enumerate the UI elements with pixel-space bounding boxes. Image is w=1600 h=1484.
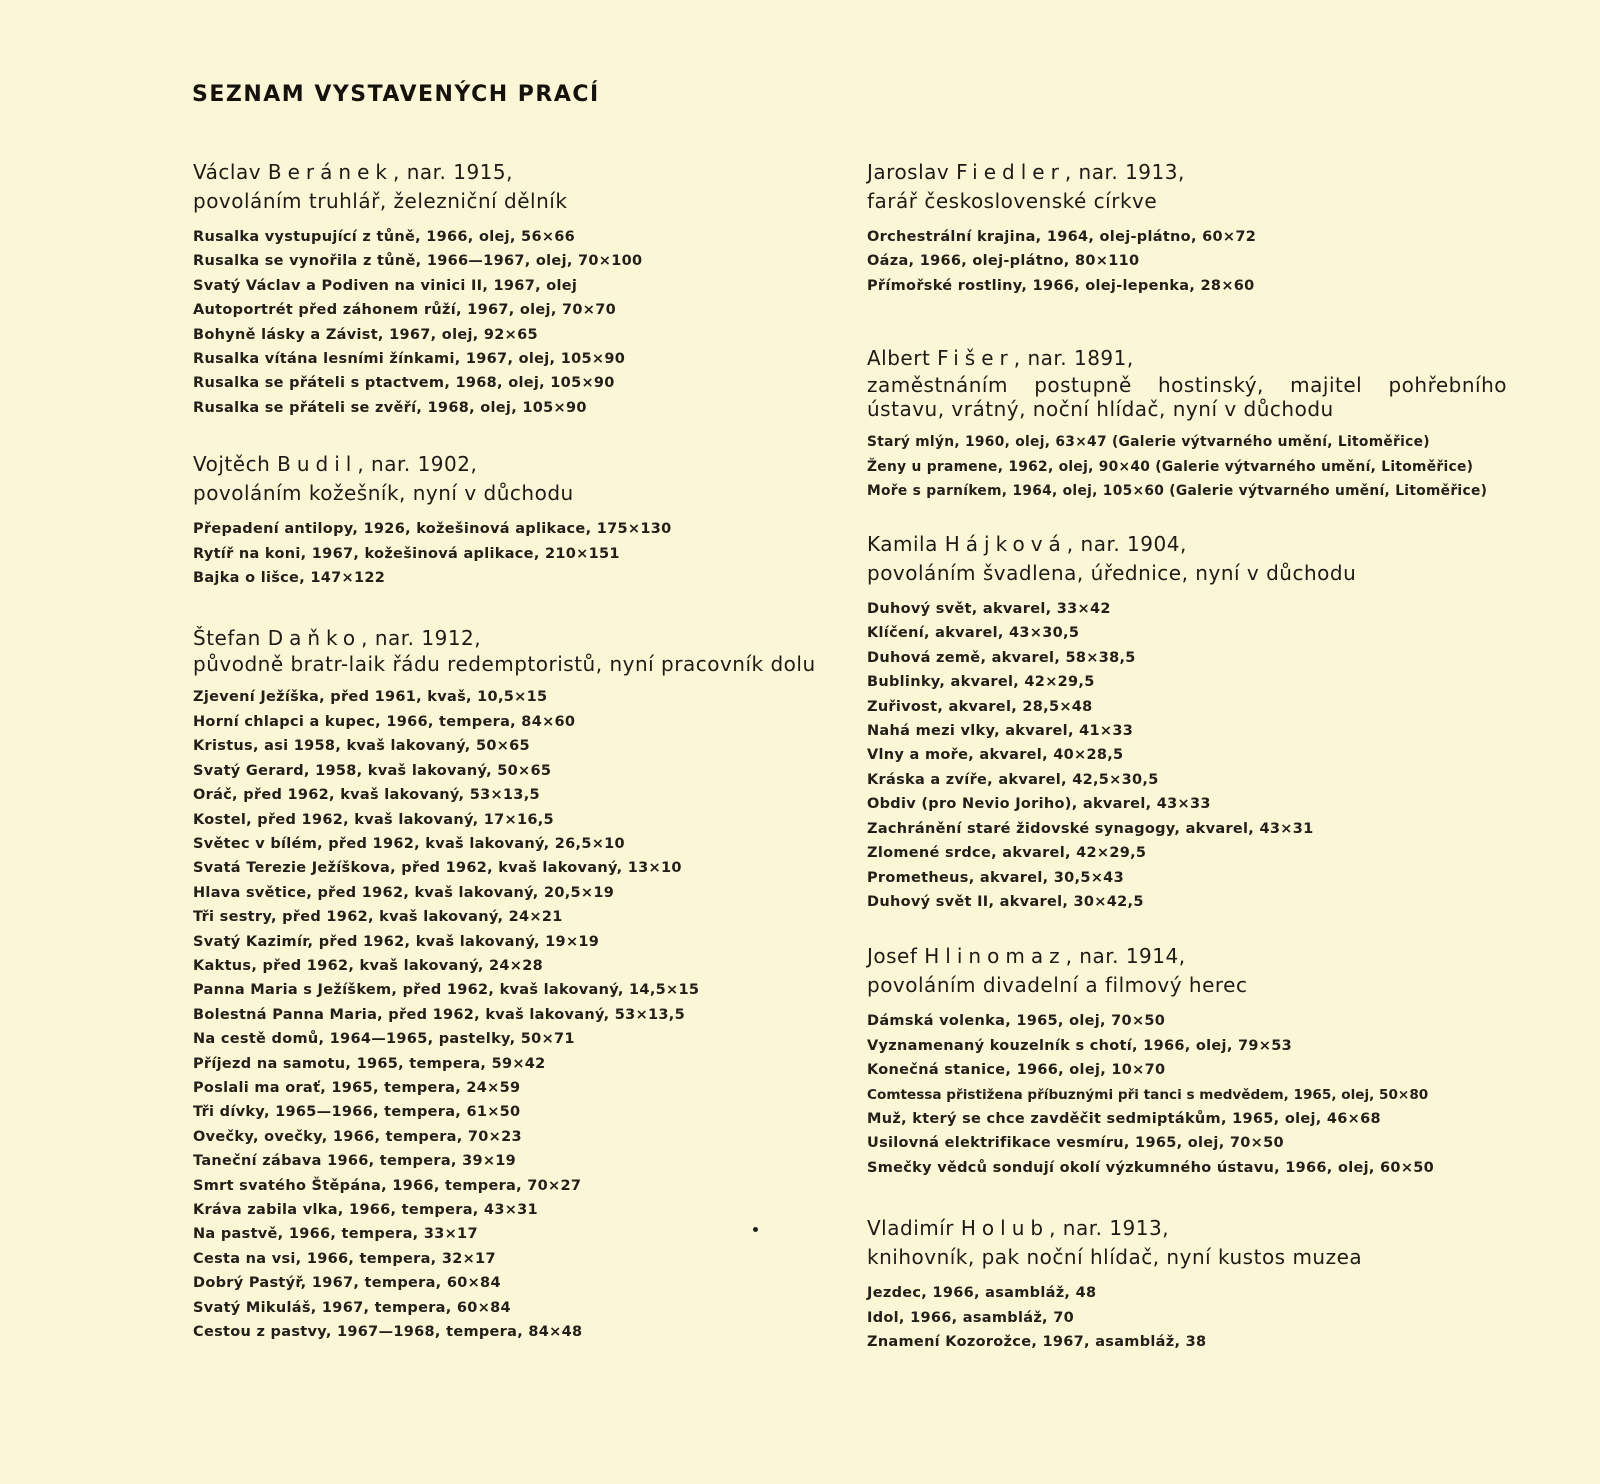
artist-first-name: Josef <box>867 944 918 969</box>
artist-occupation: knihovník, pak noční hlídač, nyní kustos muzea <box>867 1245 1363 1270</box>
artist-heading <box>193 624 833 676</box>
work-item: Oáza, 1966, olej-plátno, 80×110 <box>867 253 1140 270</box>
work-item: Comtessa přistižena příbuznými při tanci s medvědem, 1965, olej, 50×80 <box>867 1086 1429 1103</box>
work-item: Obdiv (pro Nevio Joriho), akvarel, 43×33 <box>867 796 1211 813</box>
artist-name-line <box>193 624 833 653</box>
artist-born: nar. 1891, <box>1027 346 1134 371</box>
work-item: Kostel, před 1962, kvaš lakovaný, 17×16,5 <box>193 811 554 828</box>
work-item: Klíčení, akvarel, 43×30,5 <box>867 625 1080 642</box>
work-item: Oráč, před 1962, kvaš lakovaný, 53×13,5 <box>193 787 540 804</box>
work-item: Konečná stanice, 1966, olej, 10×70 <box>867 1062 1166 1079</box>
work-item: Rusalka vítána lesními žínkami, 1967, olej, 105×90 <box>193 351 626 368</box>
work-item: Idol, 1966, asambláž, 70 <box>867 1309 1074 1326</box>
work-item: Duhový svět II, akvarel, 30×42,5 <box>867 893 1144 910</box>
work-item: Kristus, asi 1958, kvaš lakovaný, 50×65 <box>193 738 530 755</box>
artist-first-name: Jaroslav <box>867 160 950 184</box>
work-item: Vyznamenaný kouzelník s chotí, 1966, olej, 79×53 <box>867 1037 1292 1054</box>
work-item: Tři dívky, 1965—1966, tempera, 61×50 <box>193 1104 521 1121</box>
work-item: Zjevení Ježíška, před 1961, kvaš, 10,5×15 <box>193 689 548 706</box>
work-item: Příjezd na samotu, 1965, tempera, 59×42 <box>193 1055 546 1072</box>
works-list <box>867 430 1507 500</box>
work-item: Bohyně lásky a Závist, 1967, olej, 92×65 <box>193 326 538 343</box>
artist-entry <box>867 158 1507 298</box>
work-item: Rytíř na koni, 1967, kožešinová aplikace, 210×151 <box>193 545 620 562</box>
work-item: Ženy u pramene, 1962, olej, 90×40 (Galerie výtvarného umění, Litoměřice) <box>867 458 1474 475</box>
work-item: Svatý Václav a Podiven na vinici II, 1967, olej <box>193 277 578 294</box>
artist-heading <box>193 158 833 216</box>
work-item: Ovečky, ovečky, 1966, tempera, 70×23 <box>193 1128 522 1145</box>
work-item: Autoportrét před záhonem růží, 1967, olej, 70×70 <box>193 302 616 319</box>
work-item: Bolestná Panna Maria, před 1962, kvaš lakovaný, 53×13,5 <box>193 1006 685 1023</box>
comma-separator: , <box>1065 944 1073 969</box>
artist-surname: Fišer <box>937 346 1014 371</box>
works-list <box>867 1009 1507 1180</box>
work-item: Duhová země, akvarel, 58×38,5 <box>867 649 1136 666</box>
artist-first-name: Václav <box>193 160 262 184</box>
work-item: Přímořské rostliny, 1966, olej-lepenka, 28×60 <box>867 277 1255 294</box>
artist-surname: Daňko <box>267 626 362 651</box>
artist-surname: Holub <box>960 1216 1050 1241</box>
artist-entry <box>867 344 1507 500</box>
work-item: Znamení Kozorožce, 1967, asambláž, 38 <box>867 1333 1207 1350</box>
artist-occupation: povoláním švadlena, úřednice, nyní v důchodu <box>867 561 1357 586</box>
work-item: Rusalka vystupující z tůně, 1966, olej, 56×66 <box>193 229 576 245</box>
artist-first-name: Štefan <box>193 626 261 651</box>
artist-name-line <box>867 158 1507 187</box>
works-list <box>193 517 833 590</box>
artist-occupation: farář československé církve <box>867 189 1158 213</box>
work-item: Na pastvě, 1966, tempera, 33×17 <box>193 1226 478 1243</box>
artist-name-line <box>867 942 1507 971</box>
artist-entry <box>867 1214 1507 1354</box>
work-item: Smrt svatého Štěpána, 1966, tempera, 70×27 <box>193 1177 582 1194</box>
artist-first-name: Kamila <box>867 532 938 557</box>
work-item: Cestou z pastvy, 1967—1968, tempera, 84×48 <box>193 1324 583 1341</box>
comma-separator: , <box>1049 1216 1056 1241</box>
artist-heading <box>867 1214 1507 1272</box>
artist-born: nar. 1912, <box>374 626 482 651</box>
artist-born: nar. 1913, <box>1062 1216 1170 1241</box>
works-list <box>867 597 1507 914</box>
artist-occupation: povoláním divadelní a filmový herec <box>867 973 1248 998</box>
artist-occupation: povoláním truhlář, železniční dělník <box>193 189 568 213</box>
works-list <box>867 1281 1507 1354</box>
work-item: Bajka o lišce, 147×122 <box>193 570 386 587</box>
artist-name-line <box>867 344 1507 373</box>
work-item: Rusalka se přáteli s ptactvem, 1968, olej, 105×90 <box>193 375 615 392</box>
work-item: Starý mlýn, 1960, olej, 63×47 (Galerie výtvarného umění, Litoměřice) <box>867 434 1430 451</box>
artist-entry <box>867 530 1507 914</box>
work-item: Svatá Terezie Ježíškova, před 1962, kvaš lakovaný, 13×10 <box>193 860 682 877</box>
artist-surname: Budil <box>277 452 358 477</box>
work-item: Svatý Mikuláš, 1967, tempera, 60×84 <box>193 1299 511 1316</box>
left-column <box>193 158 833 1344</box>
work-item: Muž, který se chce zavděčit sedmiptákům, 1965, olej, 46×68 <box>867 1110 1381 1127</box>
work-item: Moře s parníkem, 1964, olej, 105×60 (Galerie výtvarného umění, Litoměřice) <box>867 483 1488 500</box>
artist-heading <box>193 450 833 508</box>
artist-surname: Hlinomaz <box>924 944 1066 969</box>
artist-heading <box>867 530 1507 588</box>
work-item: Zuřivost, akvarel, 28,5×48 <box>867 698 1093 715</box>
work-item: Rusalka se vynořila z tůně, 1966—1967, olej, 70×100 <box>193 253 643 270</box>
artist-surname: Hájková <box>944 532 1067 557</box>
artist-first-name: Vladimír <box>867 1216 955 1241</box>
artist-born: nar. 1902, <box>371 452 478 477</box>
artist-entry <box>193 624 833 1344</box>
work-item: Poslali ma orať, 1965, tempera, 24×59 <box>193 1079 521 1096</box>
comma-separator: , <box>392 160 400 184</box>
work-item: Kaktus, před 1962, kvaš lakovaný, 24×28 <box>193 957 543 974</box>
works-list <box>193 225 833 420</box>
work-item: Zlomené srdce, akvarel, 42×29,5 <box>867 845 1147 862</box>
artist-entry <box>193 158 833 420</box>
artist-born: nar. 1915, <box>406 160 513 184</box>
works-list <box>193 685 833 1344</box>
work-item: Hlava světice, před 1962, kvaš lakovaný, 20,5×19 <box>193 884 615 901</box>
work-item: Smečky vědců sondují okolí výzkumného ústavu, 1966, olej, 60×50 <box>867 1159 1435 1176</box>
work-item: Kráva zabila vlka, 1966, tempera, 43×31 <box>193 1202 538 1218</box>
work-item: Svatý Kazimír, před 1962, kvaš lakovaný, 19×19 <box>193 933 600 950</box>
artist-heading <box>867 158 1507 216</box>
work-item: Orchestrální krajina, 1964, olej-plátno, 60×72 <box>867 229 1257 245</box>
work-item: Rusalka se přáteli se zvěří, 1968, olej, 105×90 <box>193 399 587 416</box>
work-item: Duhový svět, akvarel, 33×42 <box>867 601 1111 618</box>
work-item: Bublinky, akvarel, 42×29,5 <box>867 674 1095 691</box>
work-item: Panna Maria s Ježíškem, před 1962, kvaš lakovaný, 14,5×15 <box>193 982 700 999</box>
work-item: Kráska a zvíře, akvarel, 42,5×30,5 <box>867 771 1159 788</box>
artist-entry <box>867 942 1507 1180</box>
comma-separator: , <box>1064 160 1072 184</box>
artist-occupation: původně bratr-laik řádu redemptoristů, nyní pracovník dolu <box>193 652 816 677</box>
artist-first-name: Vojtěch <box>193 452 271 477</box>
work-item: Dámská volenka, 1965, olej, 70×50 <box>867 1013 1166 1030</box>
works-list <box>867 225 1507 298</box>
work-item: Svatý Gerard, 1958, kvaš lakovaný, 50×65 <box>193 762 552 779</box>
artist-heading <box>867 942 1507 1000</box>
work-item: Nahá mezi vlky, akvarel, 41×33 <box>867 723 1134 740</box>
comma-separator: , <box>361 626 368 651</box>
work-item: Horní chlapci a kupec, 1966, tempera, 84×60 <box>193 713 576 730</box>
artist-occupation: povoláním kožešník, nyní v důchodu <box>193 481 574 506</box>
page-title: SEZNAM VYSTAVENÝCH PRACÍ <box>192 82 600 107</box>
ink-speck <box>753 1227 758 1232</box>
work-item: Dobrý Pastýř, 1967, tempera, 60×84 <box>193 1275 501 1292</box>
artist-name-line <box>867 530 1507 559</box>
work-item: Zachránění staré židovské synagogy, akvarel, 43×31 <box>867 820 1314 837</box>
artist-name-line <box>193 158 833 187</box>
work-item: Jezdec, 1966, asambláž, 48 <box>867 1285 1097 1302</box>
comma-separator: , <box>1066 532 1074 557</box>
work-item: Přepadení antilopy, 1926, kožešinová aplikace, 175×130 <box>193 521 672 538</box>
work-item: Usilovná elektrifikace vesmíru, 1965, olej, 70×50 <box>867 1135 1284 1152</box>
artist-surname: Fiedler <box>956 160 1065 184</box>
artist-name-line <box>193 450 833 479</box>
work-item: Prometheus, akvarel, 30,5×43 <box>867 869 1124 886</box>
work-item: Světec v bílém, před 1962, kvaš lakovaný, 26,5×10 <box>193 835 625 852</box>
comma-separator: , <box>357 452 365 477</box>
work-item: Cesta na vsi, 1966, tempera, 32×17 <box>193 1250 496 1267</box>
comma-separator: , <box>1013 346 1021 371</box>
work-item: Vlny a moře, akvarel, 40×28,5 <box>867 747 1124 764</box>
artist-name-line <box>867 1214 1507 1243</box>
artist-born: nar. 1904, <box>1080 532 1187 557</box>
work-item: Tři sestry, před 1962, kvaš lakovaný, 24×21 <box>193 909 563 926</box>
work-item: Na cestě domů, 1964—1965, pastelky, 50×71 <box>193 1031 575 1048</box>
artist-born: nar. 1914, <box>1079 944 1186 969</box>
work-item: Taneční zábava 1966, tempera, 39×19 <box>193 1153 517 1170</box>
artist-first-name: Albert <box>867 346 931 371</box>
artist-heading <box>867 344 1507 421</box>
artist-occupation: zaměstnáním postupně hostinský, majitel pohřebního ústavu, vrátný, noční hlídač, nyní v důchodu <box>867 373 1507 422</box>
right-column <box>867 158 1507 1354</box>
artist-born: nar. 1913, <box>1078 160 1185 184</box>
artist-entry <box>193 450 833 590</box>
artist-surname: Beránek <box>267 160 393 184</box>
